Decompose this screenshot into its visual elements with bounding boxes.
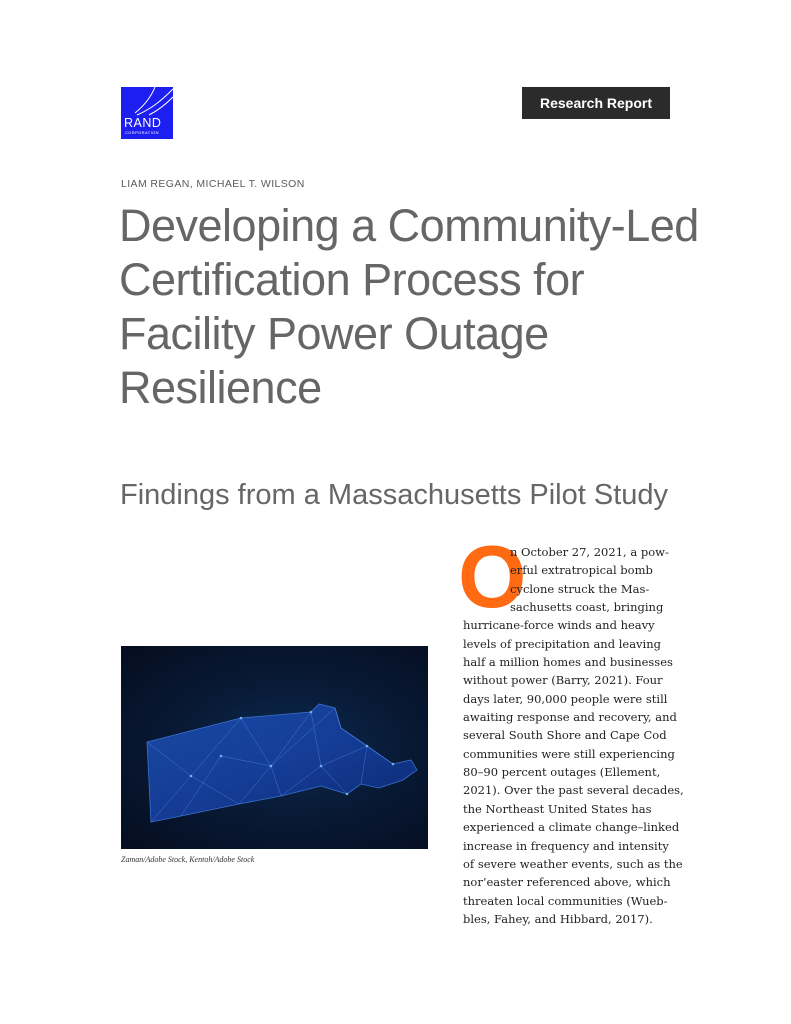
body-paragraph xyxy=(463,543,684,928)
author-line: LIAM REGAN, MICHAEL T. WILSON xyxy=(121,178,305,190)
body-line: several South Shore and Cape Cod xyxy=(463,728,667,743)
report-type-badge: Research Report xyxy=(522,87,670,119)
page-subtitle: Findings from a Massachusetts Pilot Study xyxy=(120,479,669,511)
body-line: of severe weather events, such as the xyxy=(463,856,683,871)
body-line: hurricane-force winds and heavy xyxy=(463,618,655,633)
body-line: nor’easter referenced above, which xyxy=(463,875,671,890)
drop-cap: O xyxy=(458,527,527,626)
body-line: levels of precipitation and leaving xyxy=(463,636,662,651)
body-line: 2021). Over the past several decades, xyxy=(463,783,684,798)
body-line: days later, 90,000 people were still xyxy=(463,691,668,706)
body-line: bles, Fahey, and Hibbard, 2017). xyxy=(463,911,653,926)
body-line: 80–90 percent outages (Ellement, xyxy=(463,765,661,780)
body-line: increase in frequency and intensity xyxy=(463,838,669,853)
logo-subtext: CORPORATION xyxy=(125,130,159,135)
body-line: threaten local communities (Wueb- xyxy=(463,893,668,908)
body-line: n October 27, 2021, a pow- xyxy=(510,545,669,559)
rand-logo xyxy=(121,87,173,139)
body-line: without power (Barry, 2021). Four xyxy=(463,673,663,688)
body-line: communities were still experiencing xyxy=(463,746,675,761)
body-line: erful extratropical bomb xyxy=(510,563,653,578)
body-line: the Northeast United States has xyxy=(463,801,652,816)
body-line: cyclone struck the Mas- xyxy=(510,581,650,596)
body-line: awaiting response and recovery, and xyxy=(463,710,677,725)
massachusetts-map-graphic xyxy=(121,646,428,849)
photo-caption: Zaman/Adobe Stock, Kentoh/Adobe Stock xyxy=(121,855,255,864)
logo-wordmark: RAND xyxy=(124,116,162,130)
body-line: sachusetts coast, bringing xyxy=(510,600,664,615)
cover-photo xyxy=(121,646,428,849)
page-title: Developing a Community-Led Certification Process for Facility Power Outage Resilience xyxy=(119,200,699,413)
body-line: half a million homes and businesses xyxy=(463,655,673,670)
body-line: experienced a climate change–linked xyxy=(463,820,680,835)
